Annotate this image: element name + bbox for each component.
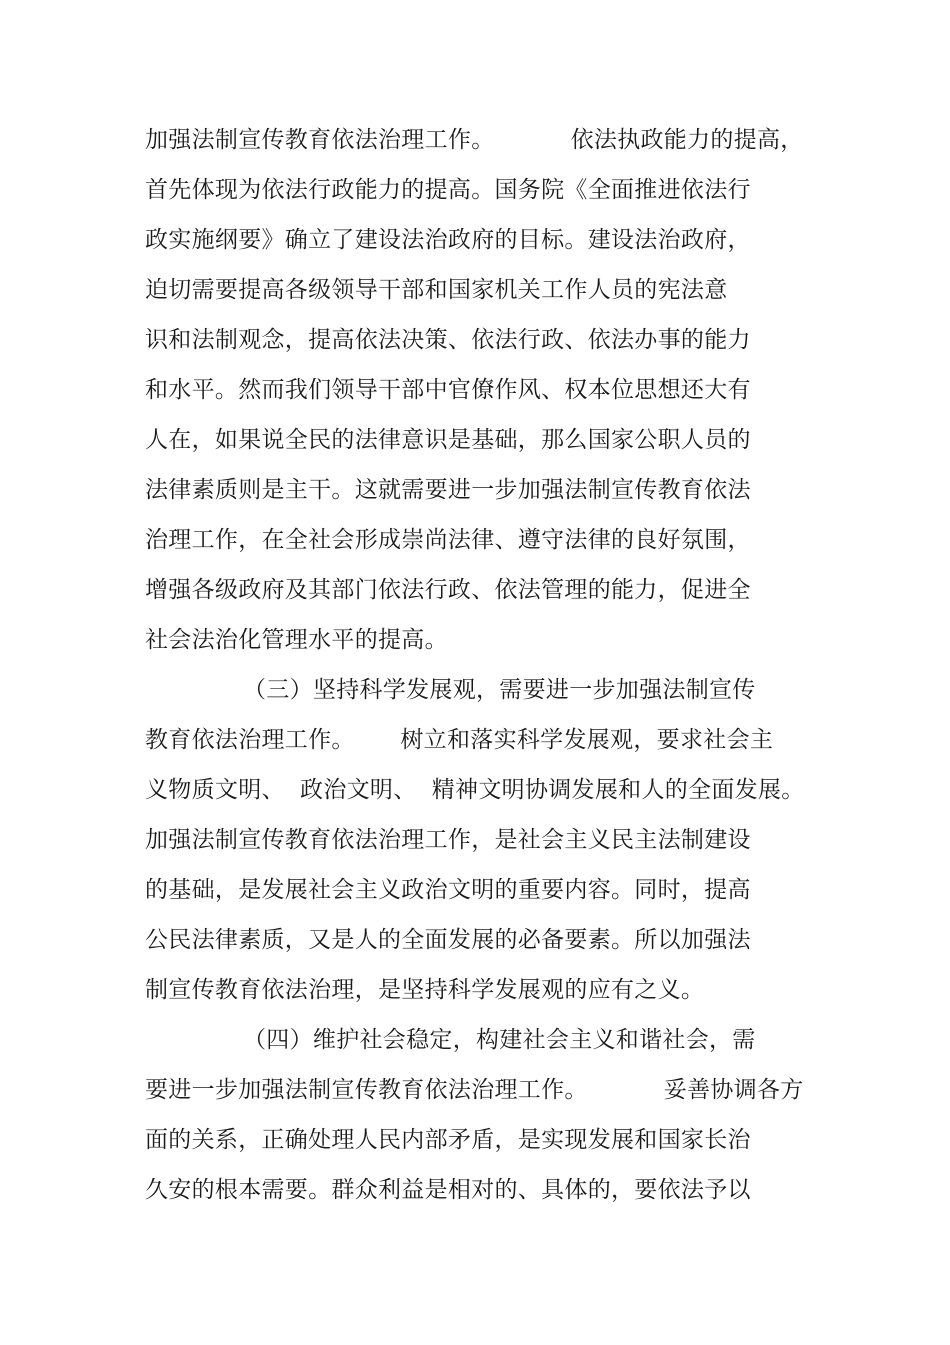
paragraph-line: 增强各级政府及其部门依法行政、依法管理的能力，促进全 <box>145 577 751 603</box>
paragraph-line: 法律素质则是主干。这就需要进一步加强法制宣传教育依法 <box>145 477 751 503</box>
paragraph-line: 政实施纲要》确立了建设法治政府的目标。建设法治政府， <box>145 227 751 253</box>
paragraph-line: 治理工作，在全社会形成崇尚法律、遵守法律的良好氛围， <box>145 527 751 553</box>
paragraph-line: 首先体现为依法行政能力的提高。国务院《全面推进依法行 <box>145 177 751 203</box>
paragraph-line: 义物质文明、 政治文明、 精神文明协调发展和人的全面发展。 <box>145 777 805 803</box>
paragraph-line: 识和法制观念，提高依法决策、依法行政、依法办事的能力 <box>145 327 751 353</box>
paragraph-line: 加强法制宣传教育依法治理工作，是社会主义民主法制建设 <box>145 827 751 853</box>
paragraph-line: 面的关系，正确处理人民内部矛盾，是实现发展和国家长治 <box>145 1127 751 1153</box>
paragraph-line: 要进一步加强法制宣传教育依法治理工作。 妥善协调各方 <box>145 1077 804 1103</box>
paragraph-line: 人在，如果说全民的法律意识是基础，那么国家公职人员的 <box>145 427 751 453</box>
paragraph-line: 制宣传教育依法治理，是坚持科学发展观的应有之义。 <box>145 977 705 1003</box>
paragraph-line: 和水平。然而我们领导干部中官僚作风、权本位思想还大有 <box>145 377 751 403</box>
section-heading-3: （三）坚持科学发展观，需要进一步加强法制宣传 <box>243 677 756 703</box>
paragraph-line: 的基础，是发展社会主义政治文明的重要内容。同时，提高 <box>145 877 751 903</box>
paragraph-line: 社会法治化管理水平的提高。 <box>145 627 448 653</box>
paragraph-line: 久安的根本需要。群众利益是相对的、具体的，要依法予以 <box>145 1177 751 1203</box>
paragraph-line: 迫切需要提高各级领导干部和国家机关工作人员的宪法意 <box>145 277 728 303</box>
paragraph-line: 公民法律素质，又是人的全面发展的必备要素。所以加强法 <box>145 927 751 953</box>
paragraph-line: 教育依法治理工作。 树立和落实科学发展观，要求社会主 <box>145 727 774 753</box>
paragraph-line: 加强法制宣传教育依法治理工作。 依法执政能力的提高， <box>145 127 804 153</box>
section-heading-4: （四）维护社会稳定，构建社会主义和谐社会，需 <box>243 1027 756 1053</box>
